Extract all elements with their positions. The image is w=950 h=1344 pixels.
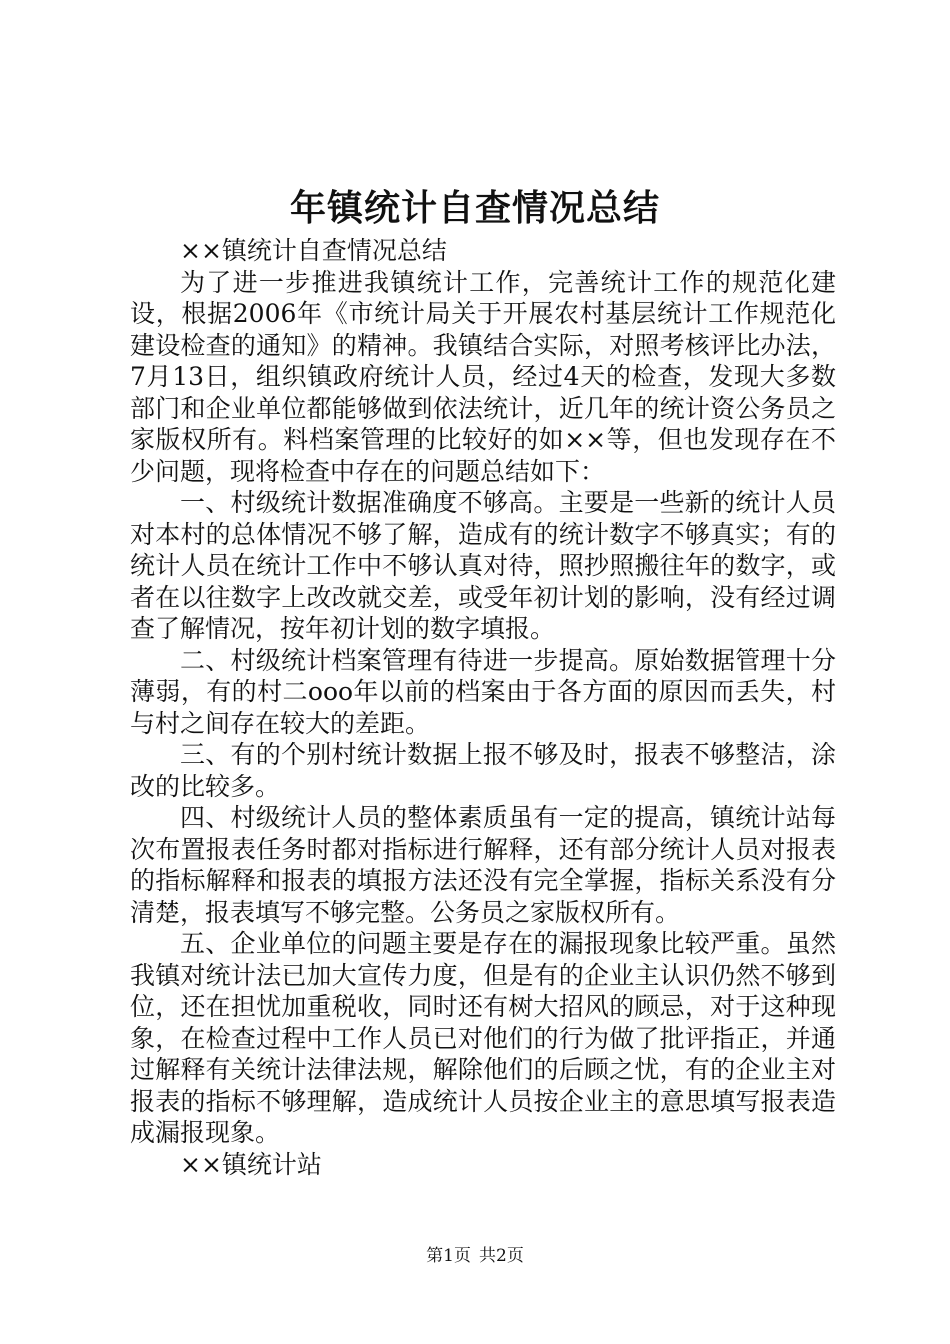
paragraph-issue-4: 四、村级统计人员的整体素质虽有一定的提高，镇统计站每次布置报表任务时都对指标进行解释，还有部分统计人员对报表的指标解释和报表的填报方法还没有完全掌握，指标关系没有分清楚，报表填写不够完整。公务员之家版权所有。 [130, 803, 836, 927]
paragraph-signature: ××镇统计站 [180, 1149, 322, 1179]
page-number: 第1页 [426, 1246, 471, 1266]
paragraph-issue-1: 一、村级统计数据准确度不够高。主要是一些新的统计人员对本村的总体情况不够了解，造成有的统计数字不够真实；有的统计人员在统计工作中不够认真对待，照抄照搬往年的数字，或者在以往数字上改改就交差，或受年初计划的影响，没有经过调查了解情况，按年初计划的数字填报。 [130, 488, 836, 643]
document-body [130, 235, 836, 1180]
page-total: 共2页 [479, 1246, 524, 1266]
page-footer [0, 1244, 950, 1268]
paragraph-issue-5: 五、企业单位的问题主要是存在的漏报现象比较严重。虽然我镇对统计法已加大宣传力度，但是有的企业主认识仍然不够到位，还在担忧加重税收，同时还有树大招风的顾忌，对于这种现象，在检查过程中工作人员已对他们的行为做了批评指正，并通过解释有关统计法律法规，解除他们的后顾之忧，有的企业主对报表的指标不够理解，造成统计人员按企业主的意思填写报表造成漏报现象。 [130, 929, 836, 1147]
paragraph-issue-3: 三、有的个别村统计数据上报不够及时，报表不够整洁，涂改的比较多。 [130, 740, 836, 801]
document-title: 年镇统计自查情况总结 [289, 187, 660, 229]
paragraph-heading: ××镇统计自查情况总结 [180, 236, 447, 265]
paragraph-issue-2: 二、村级统计档案管理有待进一步提高。原始数据管理十分薄弱，有的村二ooo年以前的档案由于各方面的原因而丢失，村与村之间存在较大的差距。 [130, 645, 836, 738]
paragraph-intro: 为了进一步推进我镇统计工作，完善统计工作的规范化建设，根据2006年《市统计局关于开展农村基层统计工作规范化建设检查的通知》的精神。我镇结合实际，对照考核评比办法，7月13日，组织镇政府统计人员，经过4天的检查，发现大多数部门和企业单位都能够做到依法统计，近几年的统计资公务员之家版权所有。料档案管理的比较好的如××等，但也发现存在不少问题，现将检查中存在的问题总结如下： [130, 267, 836, 486]
